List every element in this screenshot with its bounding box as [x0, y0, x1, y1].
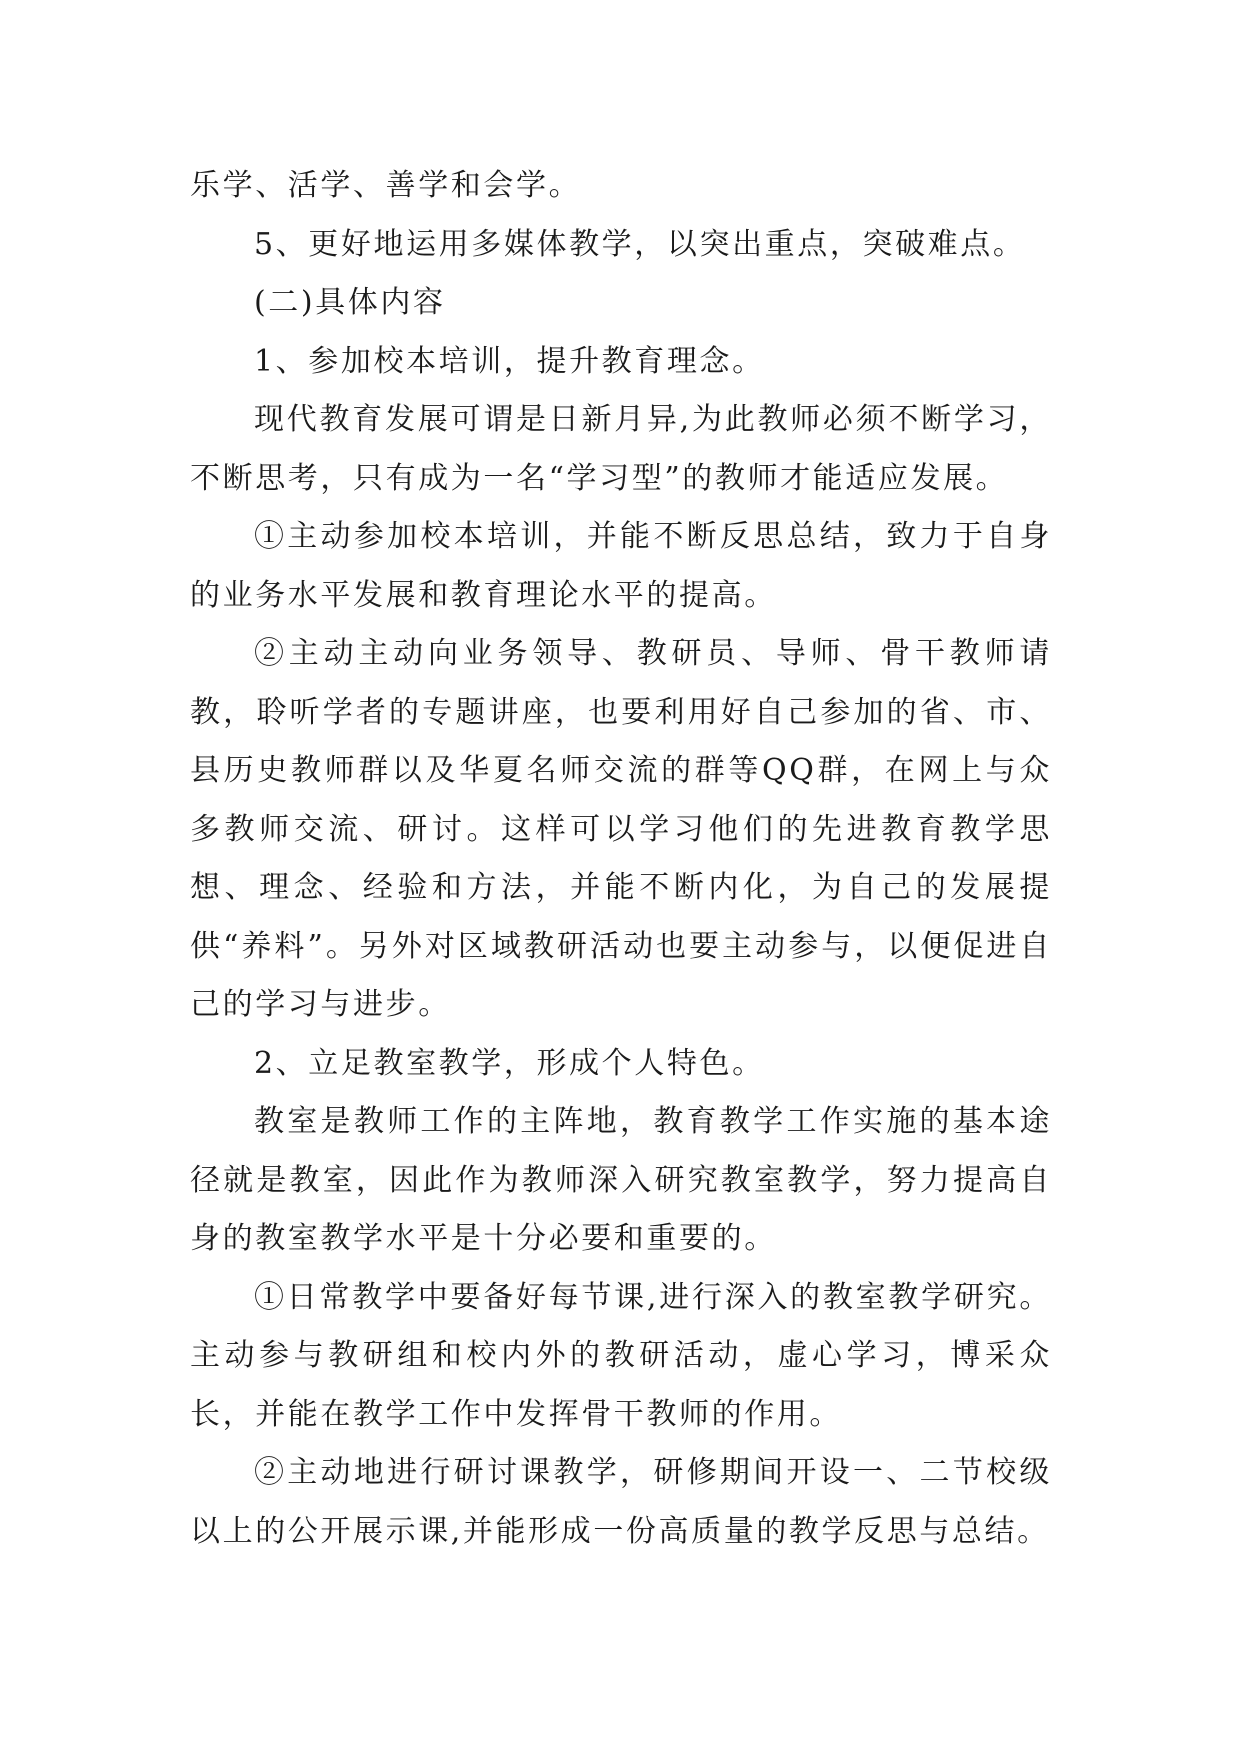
paragraph-classroom-item-1: ①日常教学中要备好每节课,进行深入的教室教学研究。主动参与教研组和校内外的教研活动，虚心学习，博采众长，并能在教学工作中发挥骨干教师的作用。: [190, 1279, 1052, 1432]
subheading-classroom: 2、立足教室教学，形成个人特色。: [254, 1045, 765, 1081]
paragraph-training-item-2: ②主动主动向业务领导、教研员、导师、骨干教师请教，聆听学者的专题讲座，也要利用好自己参加的省、市、县历史教师群以及华夏名师交流的群等QQ群，在网上与众多教师交流、研讨。这样可以学习他们的先进教育教学思想、理念、经验和方法，并能不断内化，为自己的发展提供“养料”。另外对区域教研活动也要主动参与，以便促进自己的学习与进步。: [190, 636, 1052, 1022]
paragraph-continuation: 乐学、活学、善学和会学。: [190, 168, 582, 203]
body-text: [190, 157, 1052, 1561]
paragraph-classroom-item-2: ②主动地进行研讨课教学，研修期间开设一、二节校级以上的公开展示课,并能形成一份高质量的教学反思与总结。: [190, 1455, 1052, 1549]
paragraph-classroom-intro: 教室是教师工作的主阵地，教育教学工作实施的基本途径就是教室，因此作为教师深入研究教室教学，努力提高自身的教室教学水平是十分必要和重要的。: [190, 1104, 1052, 1256]
subheading-training: 1、参加校本培训，提升教育理念。: [254, 343, 765, 379]
paragraph-training-item-1: ①主动参加校本培训，并能不断反思总结，致力于自身的业务水平发展和教育理论水平的提高。: [190, 519, 1052, 613]
paragraph-item-5: 5、更好地运用多媒体教学，以突出重点，突破难点。: [254, 226, 1026, 262]
paragraph-modern-education: 现代教育发展可谓是日新月异,为此教师必须不断学习，不断思考，只有成为一名“学习型”的教师才能适应发展。: [190, 402, 1052, 496]
section-heading-specific-content: (二)具体内容: [254, 285, 446, 320]
